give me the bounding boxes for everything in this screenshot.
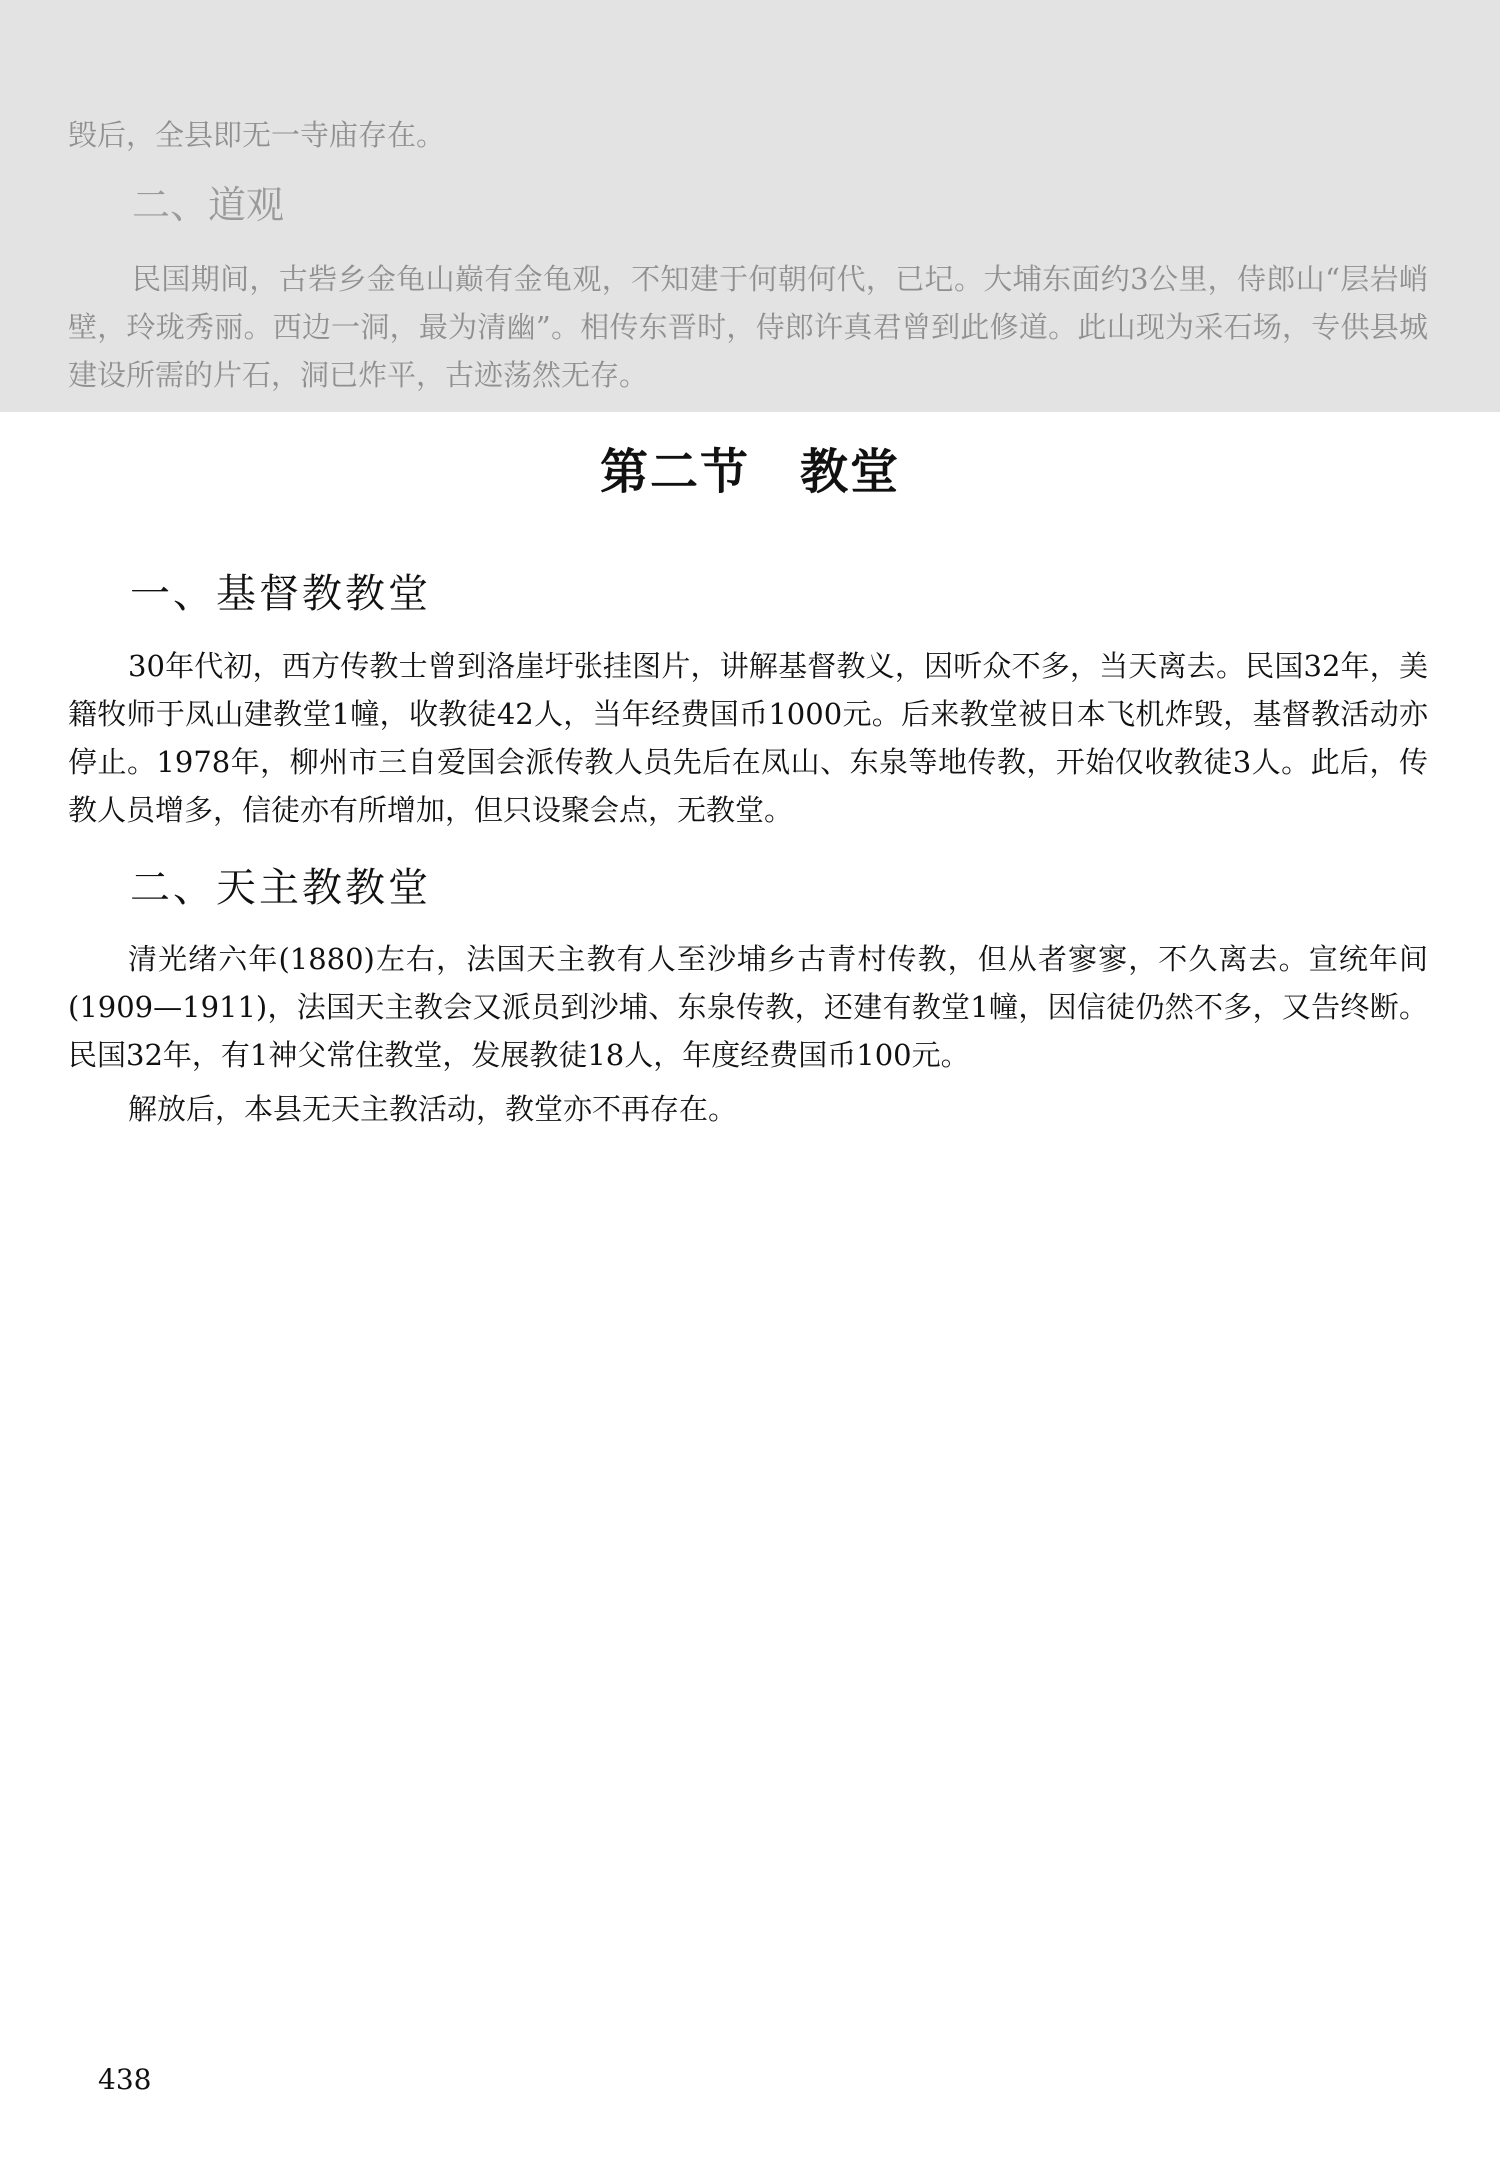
previous-section-tail-line: 毁后，全县即无一寺庙存在。 [68, 118, 446, 152]
previous-section-heading: 二、道观 [132, 183, 285, 227]
previous-section-overlay [0, 0, 1500, 412]
page-number: 438 [98, 2063, 152, 2096]
previous-section-paragraph: 民国期间，古砦乡金龟山巅有金龟观，不知建于何朝何代，已圮。大埔东面约3公里，侍郎山“层岩峭壁，玲珑秀丽。西边一洞，最为清幽”。相传东晋时，侍郎许真君曾到此修道。此山现为采石场，专供县城建设所需的片石，洞已炸平，古迹荡然无存。 [68, 262, 1428, 392]
section-title: 第二节 教堂 [599, 444, 900, 500]
subsection-heading-christian: 一、基督教教堂 [130, 571, 431, 617]
paragraph-after-liberation: 解放后，本县无天主教活动，教堂亦不再存在。 [128, 1092, 738, 1126]
subsection-heading-catholic: 二、天主教教堂 [130, 865, 431, 911]
paragraph-christian-church: 30年代初，西方传教士曾到洛崖圩张挂图片，讲解基督教义，因听众不多，当天离去。民国32年，美籍牧师于凤山建教堂1幢，收教徒42人，当年经费国币1000元。后来教堂被日本飞机炸毁，基督教活动亦停止。1978年，柳州市三自爱国会派传教人员先后在凤山、东泉等地传教，开始仅收教徒3人。此后，传教人员增多，信徒亦有所增加，但只设聚会点，无教堂。 [68, 649, 1428, 827]
paragraph-catholic-church: 清光绪六年(1880)左右，法国天主教有人至沙埔乡古青村传教，但从者寥寥，不久离去。宣统年间(1909—1911)，法国天主教会又派员到沙埔、东泉传教，还建有教堂1幢，因信徒仍然不多，又告终断。民国32年，有1神父常住教堂，发展教徒18人，年度经费国币100元。 [68, 942, 1428, 1072]
